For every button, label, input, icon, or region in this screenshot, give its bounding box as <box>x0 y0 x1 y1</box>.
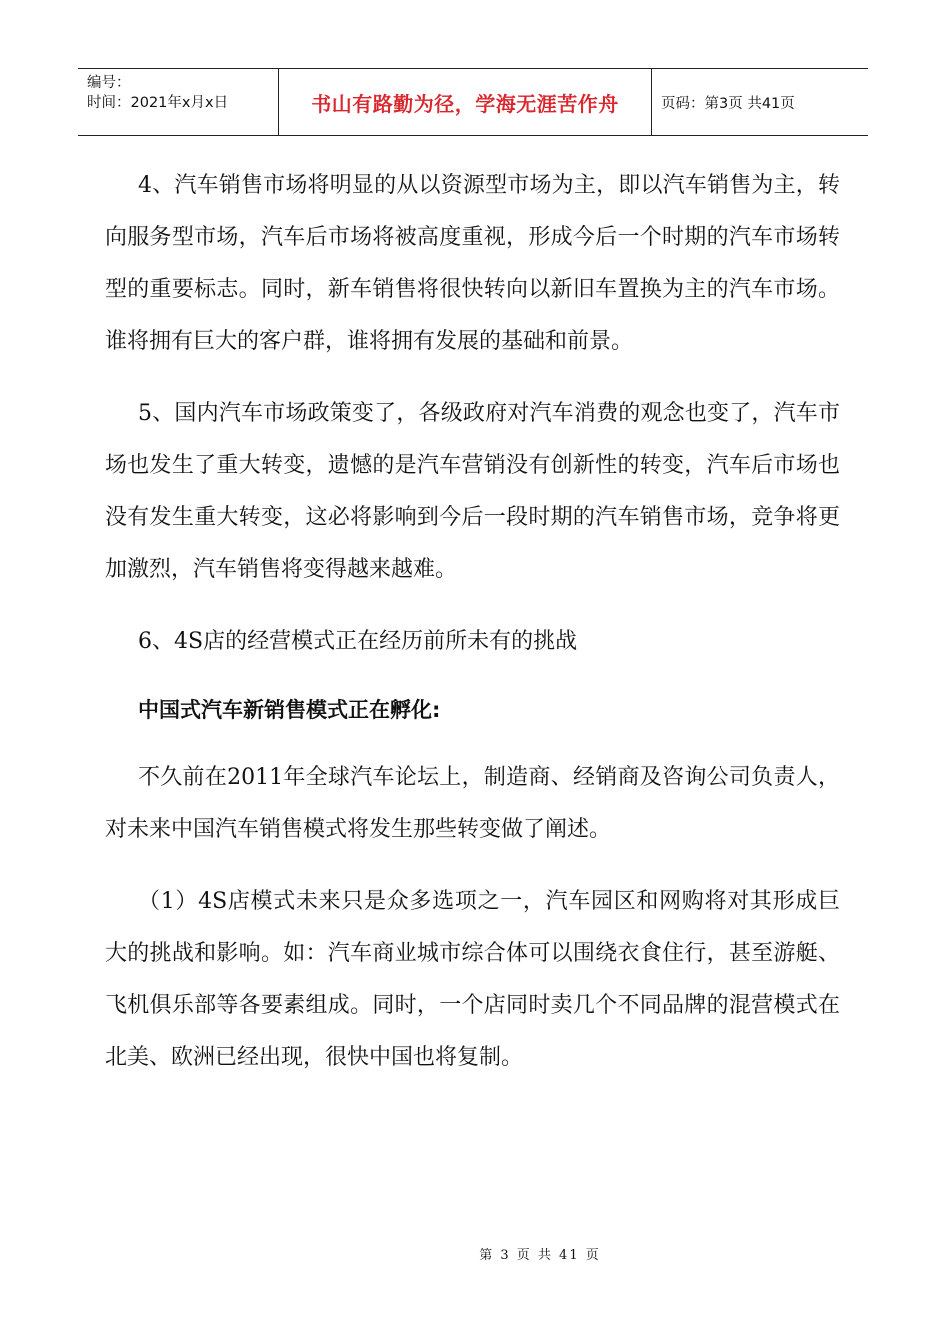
document-body <box>105 160 840 1104</box>
document-time: 时间：2021年x月x日 <box>87 95 229 111</box>
header-motto: 书山有路勤为径，学海无涯苦作舟 <box>311 91 619 116</box>
document-code-label: 编号： <box>87 75 131 91</box>
paragraph-6: 6、4S店的经营模式正在经历前所未有的挑战 <box>138 629 578 654</box>
paragraph-4s-model: （1）4S店模式未来只是众多选项之一，汽车园区和网购将对其形成巨大的挑战和影响。如：汽车商业城市综合体可以围绕衣食住行，甚至游艇、飞机俱乐部等各要素组成。同时，一个店同时卖几个不同品牌的混营模式在北美、欧洲已经出现，很快中国也将复制。 <box>105 889 840 1070</box>
paragraph-forum: 不久前在2011年全球汽车论坛上，制造商、经销商及咨询公司负责人，对未来中国汽车销售模式将发生那些转变做了阐述。 <box>105 765 840 842</box>
header-motto-cell <box>279 69 652 135</box>
header-page-cell <box>652 69 868 135</box>
paragraph-5: 5、国内汽车市场政策变了，各级政府对汽车消费的观念也变了，汽车市场也发生了重大转变，遗憾的是汽车营销没有创新性的转变，汽车后市场也没有发生重大转变，这必将影响到今后一段时期的汽车销售市场，竞争将更加激烈，汽车销售将变得越来越难。 <box>105 401 840 582</box>
document-header <box>78 68 868 136</box>
header-page-info: 页码：第3页 共41页 <box>661 95 795 112</box>
paragraph-4: 4、汽车销售市场将明显的从以资源型市场为主，即以汽车销售为主，转向服务型市场，汽车后市场将被高度重视，形成今后一个时期的汽车市场转型的重要标志。同时，新车销售将很快转向以新旧车置换为主的汽车市场。谁将拥有巨大的客户群，谁将拥有发展的基础和前景。 <box>105 173 840 354</box>
page-footer: 第 3 页 共 41 页 <box>479 1248 601 1263</box>
section-heading: 中国式汽车新销售模式正在孵化: <box>138 698 441 722</box>
header-meta-cell <box>78 69 279 135</box>
